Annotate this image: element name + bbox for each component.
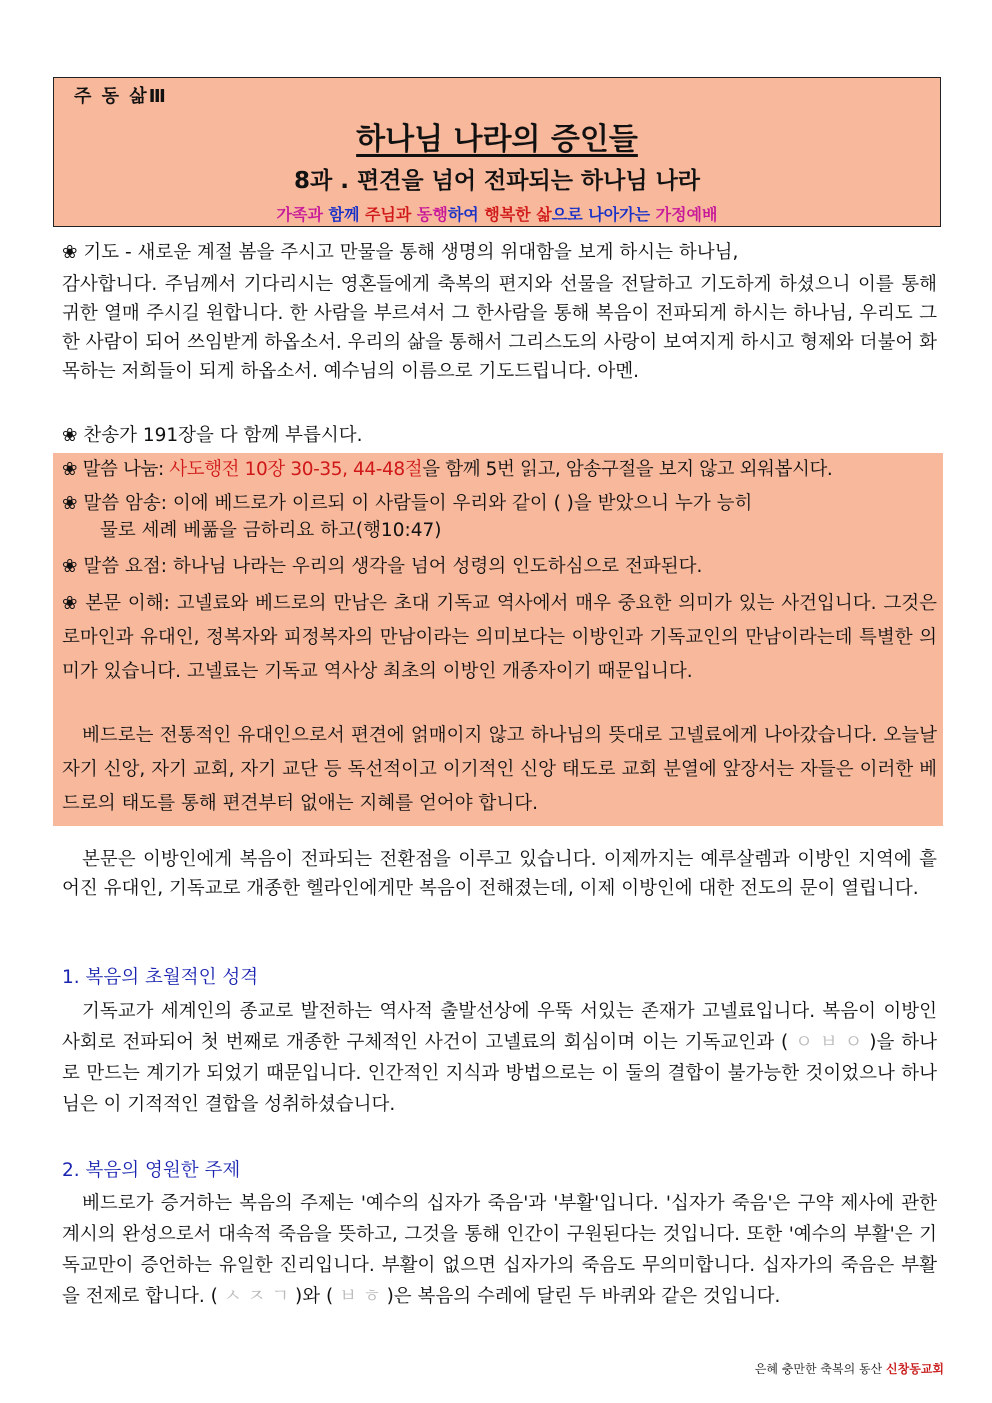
prayer-body: 감사합니다. 주님께서 기다리시는 영혼들에게 축복의 편지와 선물을 전달하고 기도하게 하셨으니 이를 통해 귀한 열매 주시길 원합니다. 한 사람을 부르셔서 그 한사람을 통해 복음이 전파되게 하시는 하나님, 우리도 그 한 사람이 되어 쓰임받게 하옵소서. 우리의 삶을 통해서 그리스도의 사랑이 보여지게 하시고 형제와 더불어 화목하는 저희들이 되게 하옵소서. 예수님의 이름으로 기도드립니다. 아멘. xyxy=(62,274,937,382)
page-title: 하나님 나라의 증인들 xyxy=(356,122,638,157)
section1-paragraph: 기독교가 세계인의 종교로 발전하는 역사적 출발선상에 우뚝 서있는 존재가 고넬료입니다. 복음이 이방인 사회로 전파되어 첫 번째로 개종한 구체적인 사건이 고넬료의 회심이며 이는 기독교인과 ( ㅇ ㅂ ㅇ )을 하나로 만드는 계기가 되었기 때문입니다. 인간적인 지식과 방법으로는 이 둘의 결합이 불가능한 것이었으나 하나님은 이 기적적인 결합을 성취하셨습니다. xyxy=(62,1001,937,1115)
hymn-line: ❀ 찬송가 191장을 다 함께 부릅시다. xyxy=(62,425,363,446)
fill-blank: ㅂ ㅎ xyxy=(339,1286,387,1307)
word-share-line: ❀ 말씀 나눔: 사도행전 10장 30-35, 44-48절을 함께 5번 읽고, 암송구절을 보지 않고 외워봅시다. xyxy=(62,459,833,480)
lesson-title: 8과 . 편견을 넘어 전파되는 하나님 나라 xyxy=(293,168,701,194)
text-understanding-para1: ❀ 본문 이해: 고넬료와 베드로의 만남은 초대 기독교 역사에서 매우 중요한 의미가 있는 사건입니다. 그것은 로마인과 유대인, 정복자와 피정복자의 만남이라는 의미보다는 이방인과 기독교인의 만남이라는데 특별한 의미가 있습니다. 고넬료는 기독교 역사상 최초의 이방인 개종자이기 때문입니다. xyxy=(62,593,937,682)
footer-church-name: 은혜 충만한 축복의 동산 신창동교회 xyxy=(754,1362,944,1376)
memory-verse-line1: ❀ 말씀 암송: 이에 베드로가 이르되 이 사람들이 우리와 같이 ( )을 받았으니 누가 능히 xyxy=(62,493,753,514)
memory-verse-line2: 물로 세례 베풂을 금하리요 하고(행10:47) xyxy=(100,520,442,541)
section2-paragraph: 베드로가 증거하는 복음의 주제는 '예수의 십자가 죽음'과 '부활'입니다. '십자가 죽음'은 구약 제사에 관한 계시의 완성으로서 대속적 죽음을 뜻하고, 그것을 통해 인간이 구원된다는 것입니다. 또한 '예수의 부활'은 기독교만이 증언하는 유일한 진리입니다. 부활이 없으면 십자가의 죽음도 무의미합니다. 십자가의 죽음은 부활을 전제로 합니다. ( ㅅ ㅈ ㄱ )와 ( ㅂ ㅎ )은 복음의 수레에 달린 두 바퀴와 같은 것입니다. xyxy=(62,1193,937,1307)
fill-blank: ㅅ ㅈ ㄱ xyxy=(223,1286,295,1307)
series-label: 주 동 삶Ⅲ xyxy=(74,86,168,107)
fill-blank: ㅇ ㅂ ㅇ xyxy=(795,1032,870,1053)
key-point-line: ❀ 말씀 요점: 하나님 나라는 우리의 생각을 넘어 성령의 인도하심으로 전파된다. xyxy=(62,556,703,577)
text-understanding-para2: 베드로는 전통적인 유대인으로서 편견에 얽매이지 않고 하나님의 뜻대로 고넬료에게 나아갔습니다. 오늘날 자기 신앙, 자기 교회, 자기 교단 등 독선적이고 이기적인 신앙 태도로 교회 분열에 앞장서는 자들은 이러한 베드로의 태도를 통해 편견부터 없애는 지혜를 얻어야 합니다. xyxy=(62,725,937,814)
title-box xyxy=(53,77,941,227)
intro-paragraph: 본문은 이방인에게 복음이 전파되는 전환점을 이루고 있습니다. 이제까지는 예루살렘과 이방인 지역에 흩어진 유대인, 기독교로 개종한 헬라인에게만 복음이 전해졌는데, 이제 이방인에 대한 전도의 문이 열립니다. xyxy=(62,849,937,899)
prayer-first-line: ❀ 기도 - 새로운 계절 봄을 주시고 만물을 통해 생명의 위대함을 보게 하시는 하나님, xyxy=(62,242,739,263)
family-worship-motto: 가족과 함께 주님과 동행하여 행복한 삶으로 나아가는 가정예배 xyxy=(276,205,718,224)
section2-heading: 2. 복음의 영원한 주제 xyxy=(62,1160,241,1181)
section1-heading: 1. 복음의 초월적인 성격 xyxy=(62,967,259,988)
